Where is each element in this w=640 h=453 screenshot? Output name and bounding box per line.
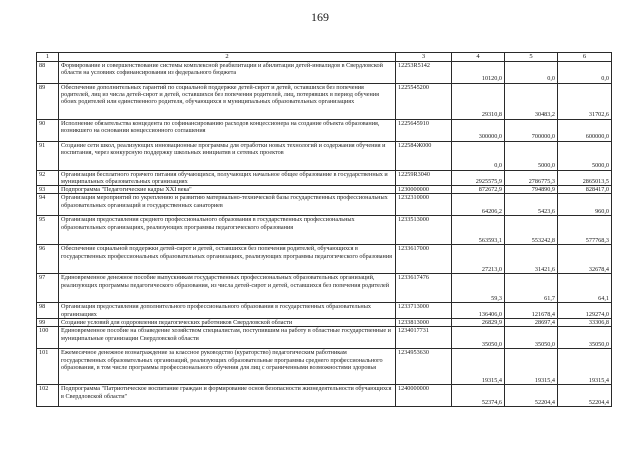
table-row: [37, 186, 612, 194]
row-name: Обеспечение дополнительных гарантий по социальной поддержке детей-сирот и детей, оставшихся без попечения родителей, лиц из числа детей-сирот и детей, оставшихся без попечения родителей, лиц, потерявших в период обучения обоих родителей или единственного родителя, обучающихся в муниципальных образовательных организациях: [59, 83, 396, 119]
row-value-2: 700000,0: [505, 119, 558, 141]
row-value-1: 872672,9: [452, 186, 505, 194]
table-row: [37, 194, 612, 216]
row-code: 1240000000: [396, 385, 452, 407]
row-value-2: 2786775,3: [505, 170, 558, 186]
row-value-3: 960,0: [558, 194, 612, 216]
row-value-2: 61,7: [505, 274, 558, 303]
row-number: 102: [37, 385, 59, 407]
row-number: 94: [37, 194, 59, 216]
table-row: [37, 274, 612, 303]
row-value-3: 19315,4: [558, 349, 612, 385]
row-name: Организация предоставления среднего профессионального образования в государственных профессиональных образовательных организациях, реализующих программы педагогического образования: [59, 216, 396, 245]
table-row: [37, 119, 612, 141]
row-code: 1225645910: [396, 119, 452, 141]
row-value-3: 2865013,5: [558, 170, 612, 186]
row-value-1: 300000,0: [452, 119, 505, 141]
table-row: [37, 349, 612, 385]
row-code: 1232310000: [396, 194, 452, 216]
row-value-2: 553242,8: [505, 216, 558, 245]
row-value-1: 59,3: [452, 274, 505, 303]
row-number: 95: [37, 216, 59, 245]
row-value-3: 129274,0: [558, 303, 612, 319]
row-value-3: 5000,0: [558, 141, 612, 170]
table-row: [37, 327, 612, 349]
row-value-3: 64,1: [558, 274, 612, 303]
row-name: Организация бесплатного горячего питания обучающихся, получающих начальное общее образование в государственных и муниципальных образовательных организациях: [59, 170, 396, 186]
table-row: [37, 141, 612, 170]
budget-table: [36, 52, 612, 407]
row-value-3: 52204,4: [558, 385, 612, 407]
row-value-1: 29310,8: [452, 83, 505, 119]
header-cell: 5: [505, 53, 558, 62]
row-value-3: 0,0: [558, 61, 612, 83]
row-value-2: 31421,6: [505, 245, 558, 274]
row-value-1: 35050,0: [452, 327, 505, 349]
row-number: 91: [37, 141, 59, 170]
row-value-3: 32678,4: [558, 245, 612, 274]
row-value-2: 30483,2: [505, 83, 558, 119]
row-value-1: 2925575,9: [452, 170, 505, 186]
row-value-3: 577768,3: [558, 216, 612, 245]
row-name: Формирование и совершенствование системы комплексной реабилитации и абилитации детей-инвалидов в Свердловской области на условиях софинансирования из федерального бюджета: [59, 61, 396, 83]
row-name: Подпрограмма "Патриотическое воспитание граждан и формирование основ безопасности жизнедеятельности обучающихся в Свердловской области": [59, 385, 396, 407]
row-code: 1230000000: [396, 186, 452, 194]
row-number: 90: [37, 119, 59, 141]
row-value-3: 600000,0: [558, 119, 612, 141]
row-value-2: 19315,4: [505, 349, 558, 385]
row-number: 101: [37, 349, 59, 385]
row-name: Создание сети школ, реализующих инновационные программы для отработки новых технологий и содержания обучения и воспитания, через конкурсную поддержку школьных инициатив и сетевых проектов: [59, 141, 396, 170]
table-row: [37, 319, 612, 327]
row-number: 92: [37, 170, 59, 186]
row-value-1: 136406,0: [452, 303, 505, 319]
table-row: [37, 83, 612, 119]
row-value-2: 52204,4: [505, 385, 558, 407]
row-number: 89: [37, 83, 59, 119]
row-number: 93: [37, 186, 59, 194]
row-code: 122584Ж000: [396, 141, 452, 170]
row-number: 96: [37, 245, 59, 274]
row-code: 1225545200: [396, 83, 452, 119]
header-cell: 3: [396, 53, 452, 62]
row-value-1: 563593,1: [452, 216, 505, 245]
row-name: Создание условий для оздоровления педагогических работников Свердловской области: [59, 319, 396, 327]
row-value-1: 19315,4: [452, 349, 505, 385]
row-number: 88: [37, 61, 59, 83]
row-value-3: 35050,0: [558, 327, 612, 349]
row-name: Ежемесячное денежное вознаграждение за классное руководство (кураторство) педагогическим работникам государственных образовательных организаций, реализующих образовательные программы среднего профессионального образования, в том числе программы профессионального обучения для лиц с ограниченными возможностями здоровья: [59, 349, 396, 385]
table-row: [37, 385, 612, 407]
row-value-3: 31702,6: [558, 83, 612, 119]
table-row: [37, 245, 612, 274]
row-value-1: 0,0: [452, 141, 505, 170]
row-code: 1233713000: [396, 303, 452, 319]
row-number: 98: [37, 303, 59, 319]
table-row: [37, 170, 612, 186]
header-cell: 1: [37, 53, 59, 62]
header-cell: 6: [558, 53, 612, 62]
row-value-3: 33306,8: [558, 319, 612, 327]
row-code: 1233813000: [396, 319, 452, 327]
row-value-1: 27213,0: [452, 245, 505, 274]
header-cell: 2: [59, 53, 396, 62]
row-name: Единовременное пособие на обзаведение хозяйством специалистам, поступившим на работу в областные государственные и муниципальные организации Свердловской области: [59, 327, 396, 349]
row-code: 1234017731: [396, 327, 452, 349]
row-name: Обеспечение социальной поддержки детей-сирот и детей, оставшихся без попечения родителей, обучающихся в государственных профессиональных образовательных организациях, реализующих программы педагогического образования: [59, 245, 396, 274]
header-cell: 4: [452, 53, 505, 62]
row-code: 1233617000: [396, 245, 452, 274]
row-name: Единовременное денежное пособие выпускникам государственных профессиональных образовательных организаций, реализующих программы педагогического образования, из числа детей-сирот и детей, оставшихся без попечения родителей: [59, 274, 396, 303]
row-code: 12259R3040: [396, 170, 452, 186]
row-value-3: 828417,0: [558, 186, 612, 194]
row-value-2: 35050,0: [505, 327, 558, 349]
row-number: 100: [37, 327, 59, 349]
row-value-1: 52374,6: [452, 385, 505, 407]
page-number: 169: [311, 10, 329, 24]
row-number: 99: [37, 319, 59, 327]
row-value-2: 121678,4: [505, 303, 558, 319]
table-row: [37, 61, 612, 83]
row-name: Исполнение обязательства концедента по софинансированию расходов концессионера на создание объекта образования, возникшего на основании концессионного соглашения: [59, 119, 396, 141]
row-value-1: 64206,2: [452, 194, 505, 216]
row-number: 97: [37, 274, 59, 303]
row-code: 1233617476: [396, 274, 452, 303]
row-code: 1233513000: [396, 216, 452, 245]
header-row: [37, 53, 612, 62]
row-value-1: 10120,0: [452, 61, 505, 83]
row-name: Организация предоставления дополнительного профессионального образования в государственных образовательных организациях: [59, 303, 396, 319]
row-name: Подпрограмма "Педагогические кадры XXI века": [59, 186, 396, 194]
row-value-2: 0,0: [505, 61, 558, 83]
table-row: [37, 216, 612, 245]
row-code: 12253R5142: [396, 61, 452, 83]
row-value-1: 26829,9: [452, 319, 505, 327]
row-value-2: 5000,0: [505, 141, 558, 170]
row-name: Организация мероприятий по укреплению и развитию материально-технической базы государственных профессиональных образовательных организаций и государственных санаториев: [59, 194, 396, 216]
table-row: [37, 303, 612, 319]
row-value-2: 794890,9: [505, 186, 558, 194]
row-value-2: 5423,6: [505, 194, 558, 216]
row-code: 1234953630: [396, 349, 452, 385]
row-value-2: 28697,4: [505, 319, 558, 327]
